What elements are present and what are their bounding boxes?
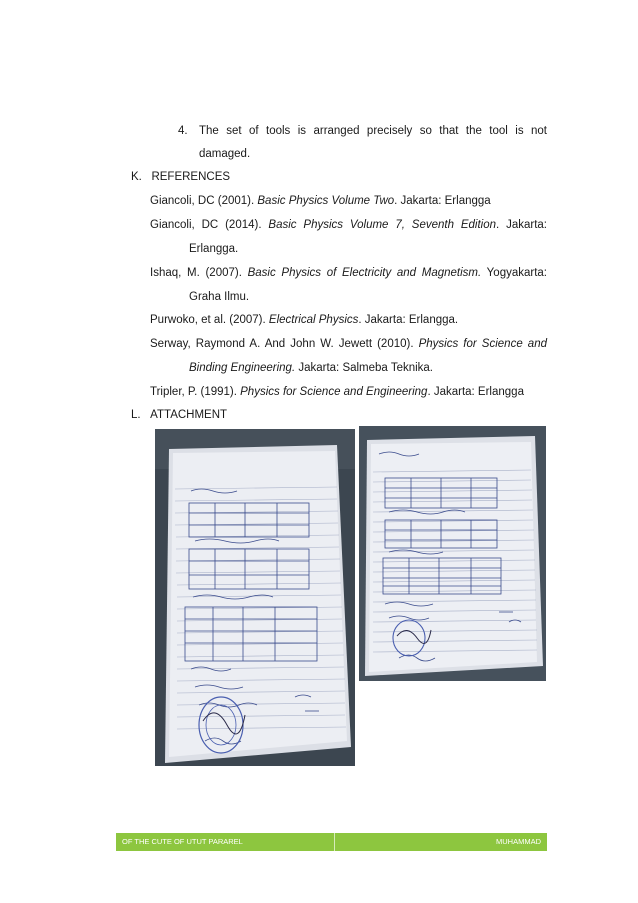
reference-entry: Giancoli, DC (2001). Basic Physics Volume Two. Jakarta: Erlangga <box>150 195 491 207</box>
reference-continuation: Binding Engineering. Jakarta: Salmeba Teknika. <box>189 362 434 374</box>
attachment-photo-1 <box>155 429 355 766</box>
reference-entry: Purwoko, et al. (2007). Electrical Physics. Jakarta: Erlangga. <box>150 314 459 326</box>
footer-left-text: OF THE CUTE OF UTUT PARAREL <box>122 837 243 846</box>
reference-entry: Serway, Raymond A. And John W. Jewett (2010). Physics for Science and <box>150 338 547 350</box>
attachment-heading: L. ATTACHMENT <box>131 409 228 421</box>
reference-continuation: Erlangga. <box>189 243 239 255</box>
attachment-photo-2 <box>359 426 546 681</box>
list-number: 4. <box>178 125 188 137</box>
reference-entry: Ishaq, M. (2007). Basic Physics of Electricity and Magnetism. Yogyakarta: <box>150 267 547 279</box>
page-footer <box>116 833 547 851</box>
footer-right-text: MUHAMMAD <box>496 837 541 846</box>
footer-divider <box>334 833 335 851</box>
list-item-text: The set of tools is arranged precisely so that the tool is not <box>199 125 547 137</box>
handwritten-worksheet-photo <box>155 429 355 766</box>
handwritten-worksheet-photo <box>359 426 546 681</box>
reference-entry: Giancoli, DC (2014). Basic Physics Volume 7, Seventh Edition. Jakarta: <box>150 219 547 231</box>
reference-continuation: Graha Ilmu. <box>189 291 250 303</box>
reference-entry: Tripler, P. (1991). Physics for Science and Engineering. Jakarta: Erlangga <box>150 386 524 398</box>
list-item-continuation: damaged. <box>199 148 251 160</box>
references-heading: K. REFERENCES <box>131 171 231 183</box>
